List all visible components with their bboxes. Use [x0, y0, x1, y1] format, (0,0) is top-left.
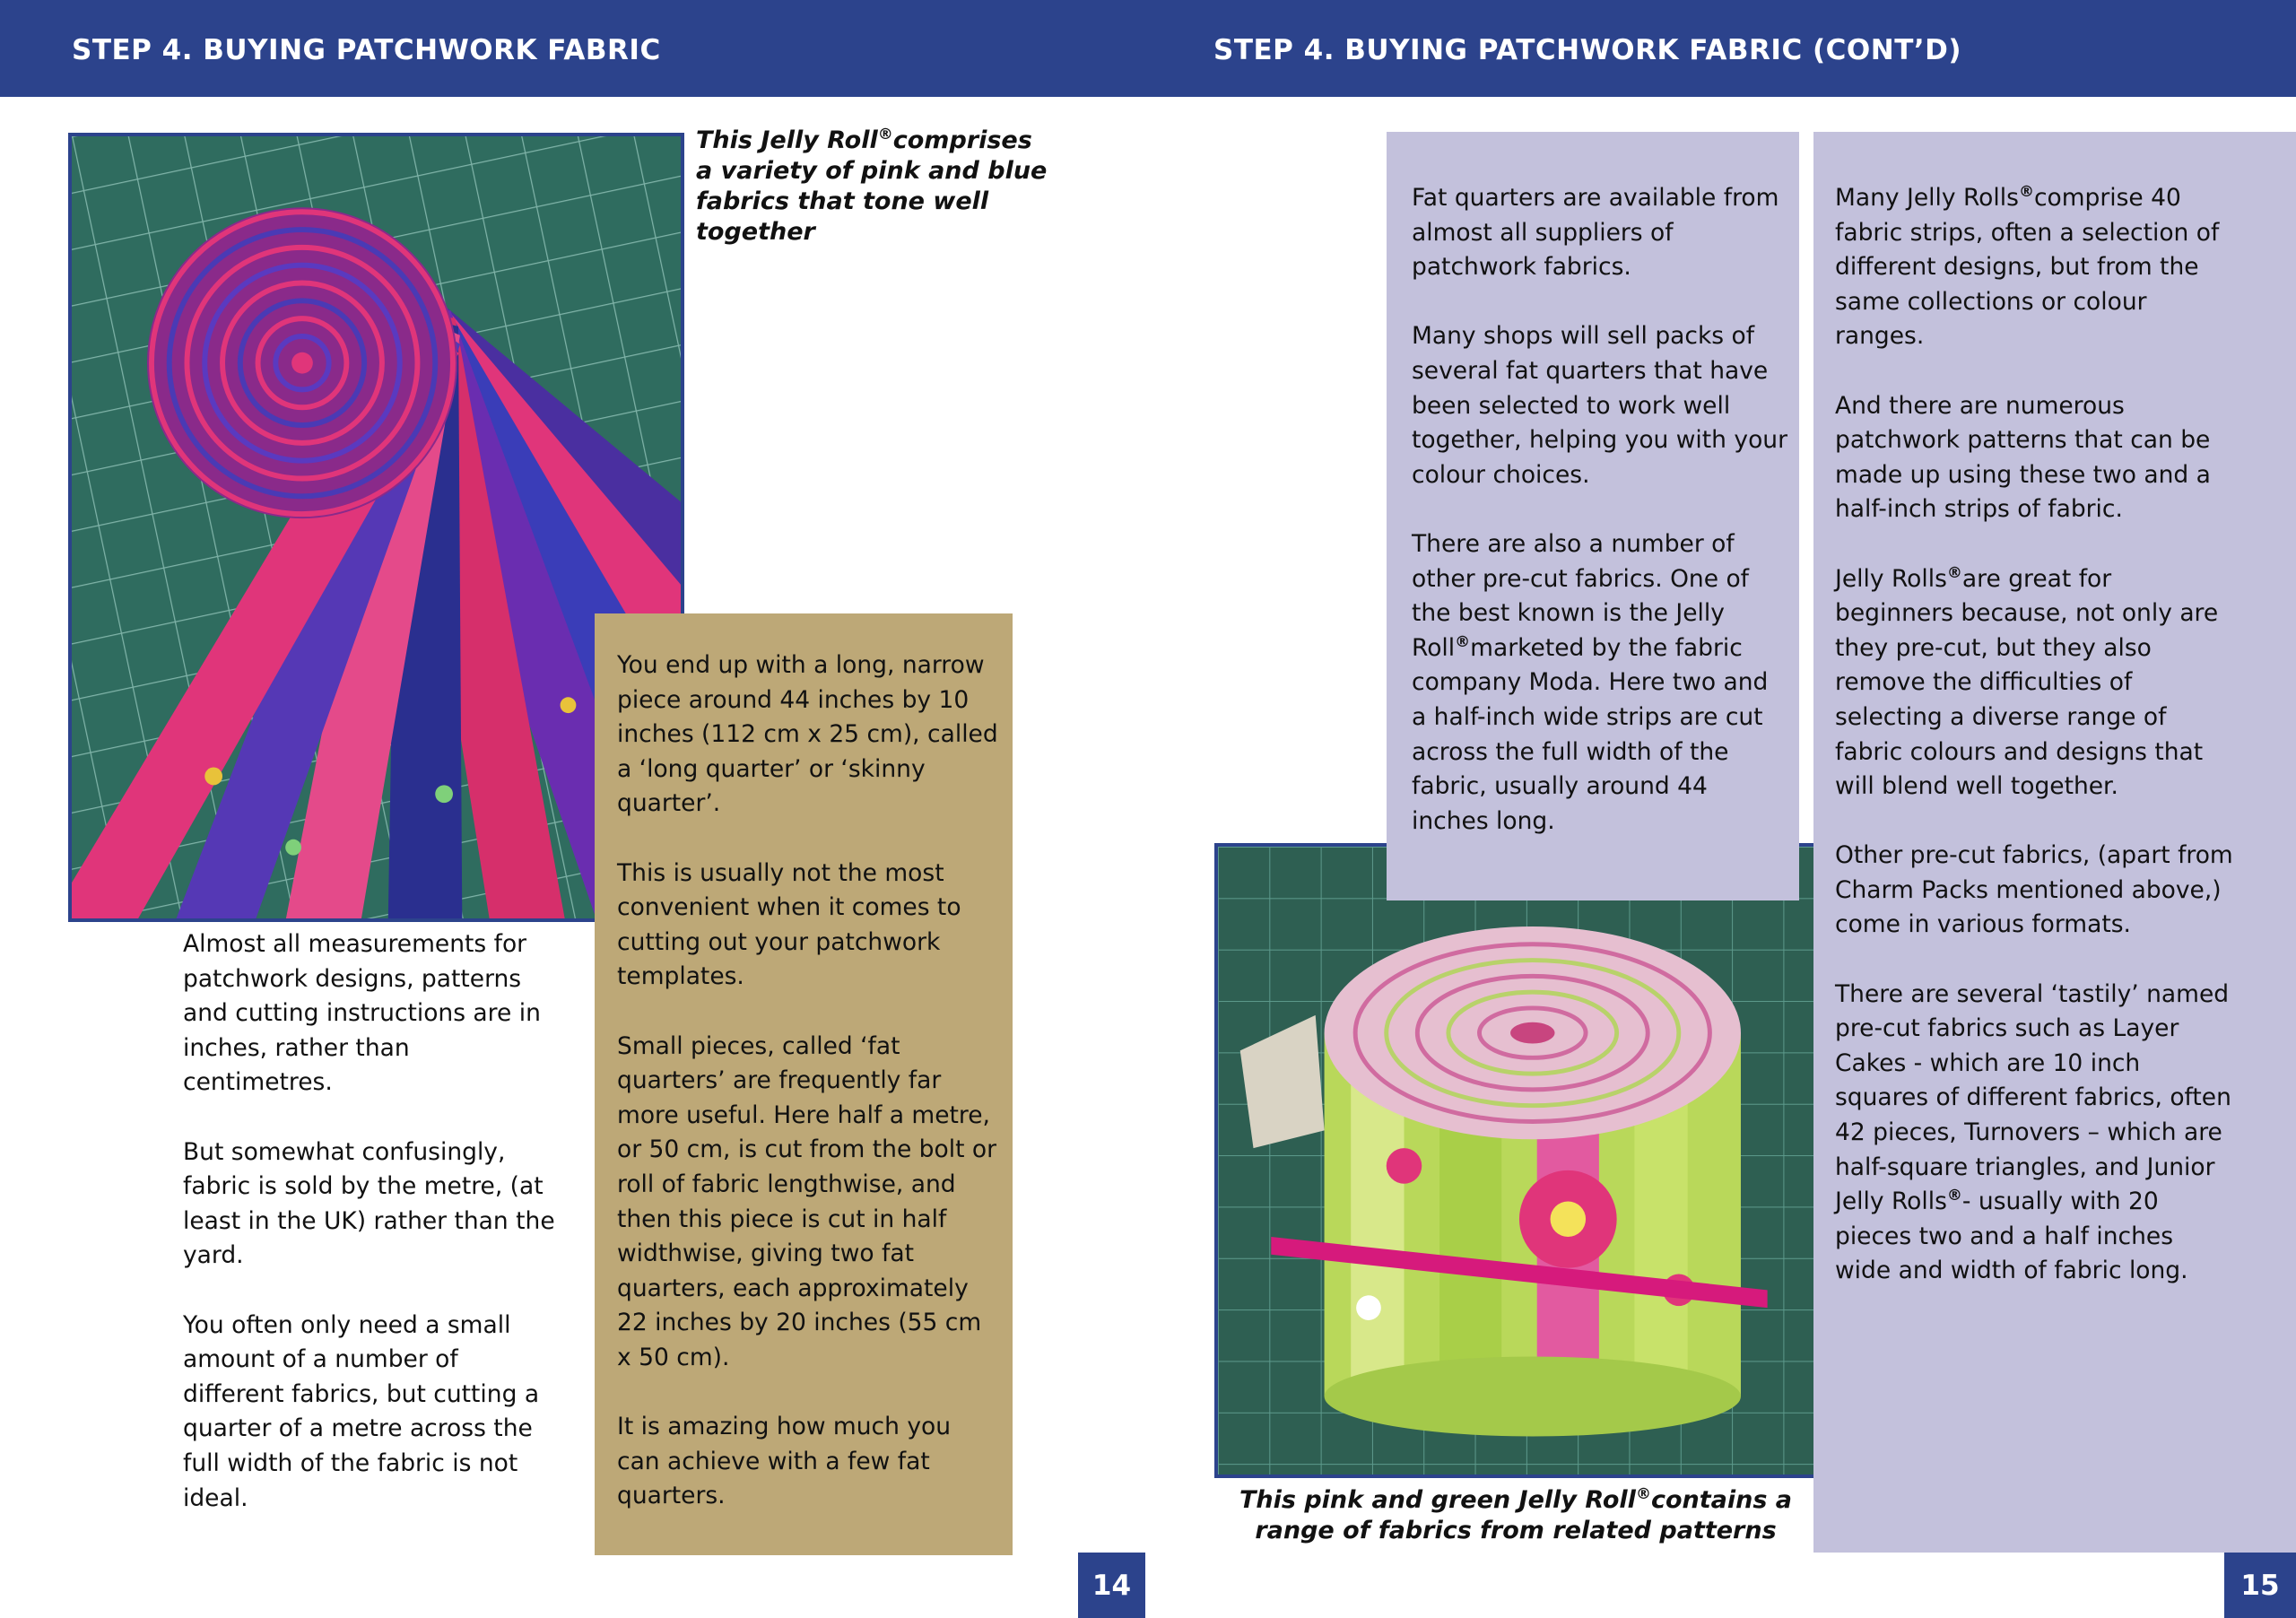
paragraph: You end up with a long, narrow piece around 44 inches by 10 inches (112 cm x 25 cm), called a ‘long quarter’ or ‘skinny quarter’. — [617, 651, 998, 818]
paragraph: Jelly Rolls®are great for beginners because, not only are they pre-cut, but they also remove the difficulties of selecting a diverse range of fabric colours and designs that will blend well together. — [1835, 563, 2219, 801]
paragraph: Almost all measurements for patchwork designs, patterns and cutting instructions are in inches, rather than centimetres. — [183, 930, 541, 1097]
fat-quarters-info-box — [1387, 132, 1799, 900]
paragraph: There are also a number of other pre-cut fabrics. One of the best known is the Jelly Roll®marketed by the fabric company Moda. Here two and a half-inch wide strips are cut across the full width of the fabric, usually around 44 inches long. — [1412, 529, 1769, 835]
pink-green-jelly-roll-photo — [1214, 843, 1817, 1478]
paragraph: There are several ‘tastily’ named pre-cut fabrics such as Layer Cakes - which are 10 inch squares of different fabrics, often 42 pieces, Turnovers – which are half-square triangles, and Junior Jelly Rolls®- usually with 20 pieces two and a half inches wide and width of fabric long. — [1835, 979, 2231, 1285]
page-number-15: 15 — [2224, 1553, 2296, 1618]
paragraph: Other pre-cut fabrics, (apart from Charm Packs mentioned above,) come in various formats. — [1835, 841, 2233, 939]
page-number-14: 14 — [1078, 1553, 1145, 1618]
jelly-rolls-info-box — [1813, 132, 2296, 1553]
tan-box-text — [617, 648, 998, 1514]
paragraph: You often only need a small amount of a number of different fabrics, but cutting a quarter of a metre across the full width of the fabric is not ideal. — [183, 1310, 540, 1512]
paragraph: And there are numerous patchwork patterns that can be made up using these two and a half-inch strips of fabric. — [1835, 391, 2211, 524]
left-photo-caption: This Jelly Roll®comprises a variety of pink and blue fabrics that tone well together — [696, 126, 1048, 246]
left-page-header — [0, 0, 1146, 97]
right-photo-caption: This pink and green Jelly Roll®contains a range of fabrics from related patterns — [1239, 1485, 1793, 1544]
right-page-header — [1146, 0, 2296, 97]
paragraph: Small pieces, called ‘fat quarters’ are frequently far more useful. Here half a metre, or 50 cm, is cut from the bolt or roll of fabric lengthwise, and then this piece is cut in half widthwise, giving two fat quarters, each approximately 22 inches by 20 inches (55 cm x 50 cm). — [617, 1031, 997, 1371]
paragraph: This is usually not the most convenient when it comes to cutting out your patchwork templates. — [617, 858, 961, 991]
blue-pink-jelly-roll-photo — [68, 133, 684, 922]
paragraph: Many Jelly Rolls®comprise 40 fabric strips, often a selection of different designs, but from the same collections or colour ranges. — [1835, 183, 2220, 351]
left-body-column — [183, 927, 560, 1516]
box1-text — [1412, 181, 1788, 839]
paragraph: Fat quarters are available from almost all suppliers of patchwork fabrics. — [1412, 184, 1779, 282]
right-page-title: STEP 4. BUYING PATCHWORK FABRIC (CONT’D) — [1213, 34, 1962, 66]
paragraph: But somewhat confusingly, fabric is sold by the metre, (at least in the UK) rather than the yard. — [183, 1137, 555, 1270]
paragraph: It is amazing how much you can achieve with a few fat quarters. — [617, 1413, 952, 1510]
paragraph: Many shops will sell packs of several fat quarters that have been selected to work well together, helping you with your colour choices. — [1412, 322, 1787, 489]
box2-text — [1835, 181, 2234, 1289]
left-page-title: STEP 4. BUYING PATCHWORK FABRIC — [72, 34, 661, 66]
